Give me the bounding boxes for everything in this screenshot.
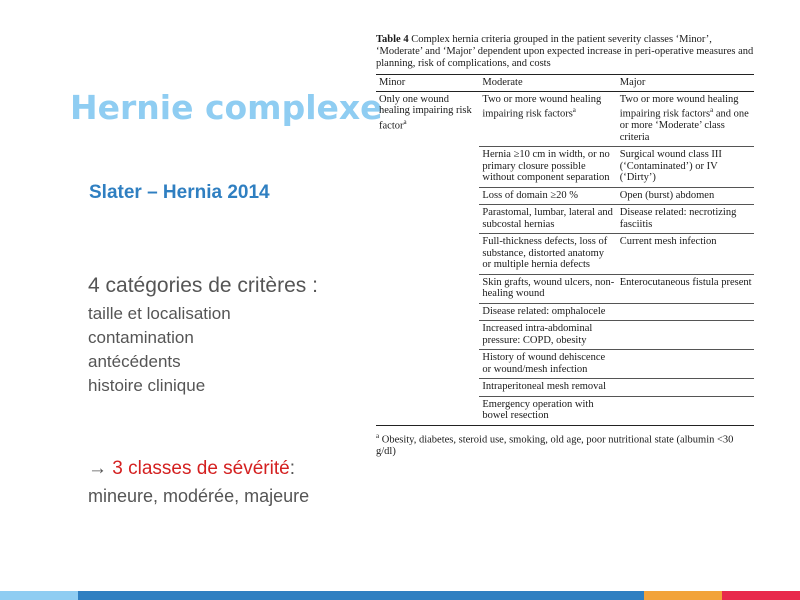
cell-minor	[376, 147, 479, 188]
cell-moderate: Increased intra-abdominal pressure: COPD, obesity	[479, 321, 616, 350]
severity-colon: :	[289, 458, 295, 479]
cell-minor	[376, 234, 479, 275]
criteria-table	[376, 74, 754, 426]
cell-major: Surgical wound class III (‘Contaminated’) or IV (‘Dirty’)	[617, 147, 754, 188]
criteria-item: antécédents	[88, 352, 181, 371]
cell-minor	[376, 396, 479, 425]
table-caption-text: Complex hernia criteria grouped in the patient severity classes ‘Minor’, ‘Moderate’ and ‘Major’ dependent upon expected increase in peri-operative measures and planning, risk of complications, and costs	[376, 34, 754, 69]
table-row	[376, 234, 754, 275]
slide-subtitle: Slater – Hernia 2014	[89, 182, 270, 203]
column-header-major: Major	[617, 75, 754, 92]
table-row	[376, 147, 754, 188]
cell-minor: Only one wound healing impairing risk factor$^a$	[379, 93, 472, 131]
cell-moderate: Hernia ≥10 cm in width, or no primary closure possible without component separation	[479, 147, 616, 188]
cell-minor	[376, 303, 479, 321]
cell-major	[617, 379, 754, 397]
table-row	[376, 274, 754, 303]
table-row	[376, 91, 754, 147]
cell-major: Current mesh infection	[617, 234, 754, 275]
footnote-text: Obesity, diabetes, steroid use, smoking, old age, poor nutritional state (albumin <30 g/dl)	[376, 434, 734, 457]
table-row	[376, 379, 754, 397]
footnote-mark: a	[376, 431, 380, 440]
cell-moderate: Loss of domain ≥20 %	[479, 187, 616, 205]
table-footnote	[376, 430, 754, 459]
cell-minor	[376, 274, 479, 303]
cell-moderate: Full-thickness defects, loss of substance, distorted anatomy or multiple hernia defects	[479, 234, 616, 275]
table-row	[376, 187, 754, 205]
slide-title: Hernie complexe	[70, 88, 383, 127]
cell-major	[617, 303, 754, 321]
paper-table-figure	[376, 34, 754, 458]
cell-major: Open (burst) abdomen	[617, 187, 754, 205]
cell-minor	[376, 321, 479, 350]
cell-minor	[376, 350, 479, 379]
criteria-heading: 4 catégories de critères :	[88, 274, 318, 297]
cell-minor	[376, 205, 479, 234]
bar-segment	[78, 591, 644, 600]
column-header-moderate: Moderate	[479, 75, 616, 92]
cell-minor	[376, 187, 479, 205]
criteria-item: contamination	[88, 328, 194, 347]
table-row	[376, 396, 754, 425]
table-row	[376, 205, 754, 234]
cell-major	[617, 321, 754, 350]
table-row	[376, 303, 754, 321]
bar-segment	[722, 591, 800, 600]
severity-classes: mineure, modérée, majeure	[88, 486, 310, 506]
cell-moderate: Intraperitoneal mesh removal	[479, 379, 616, 397]
criteria-list	[88, 302, 231, 398]
criteria-item: taille et localisation	[88, 304, 231, 323]
cell-major	[617, 350, 754, 379]
cell-moderate: Parastomal, lumbar, lateral and subcostal hernias	[479, 205, 616, 234]
criteria-item: histoire clinique	[88, 376, 206, 395]
severity-highlight: 3 classes de sévérité	[112, 458, 290, 479]
cell-moderate: Disease related: omphalocele	[479, 303, 616, 321]
cell-minor	[376, 379, 479, 397]
bar-segment	[644, 591, 722, 600]
arrow-icon: →	[88, 458, 107, 479]
table-row	[376, 321, 754, 350]
cell-major: Disease related: necrotizing fasciitis	[617, 205, 754, 234]
cell-major: Enterocutaneous fistula present	[617, 274, 754, 303]
cell-moderate: Two or more wound healing impairing risk factors$^a$	[482, 93, 602, 120]
column-header-minor: Minor	[376, 75, 479, 92]
cell-major	[617, 396, 754, 425]
table-label: Table 4	[376, 34, 409, 45]
table-row	[376, 350, 754, 379]
severity-line	[88, 458, 295, 480]
cell-moderate: Skin grafts, wound ulcers, non-healing wound	[479, 274, 616, 303]
cell-major: Two or more wound healing impairing risk factors$^a$ and one or more ‘Moderate’ class criteria	[619, 93, 749, 143]
bar-segment	[0, 591, 78, 600]
cell-moderate: Emergency operation with bowel resection	[479, 396, 616, 425]
cell-moderate: History of wound dehiscence or wound/mesh infection	[479, 350, 616, 379]
bottom-color-bar	[0, 591, 800, 600]
table-caption	[376, 34, 754, 70]
